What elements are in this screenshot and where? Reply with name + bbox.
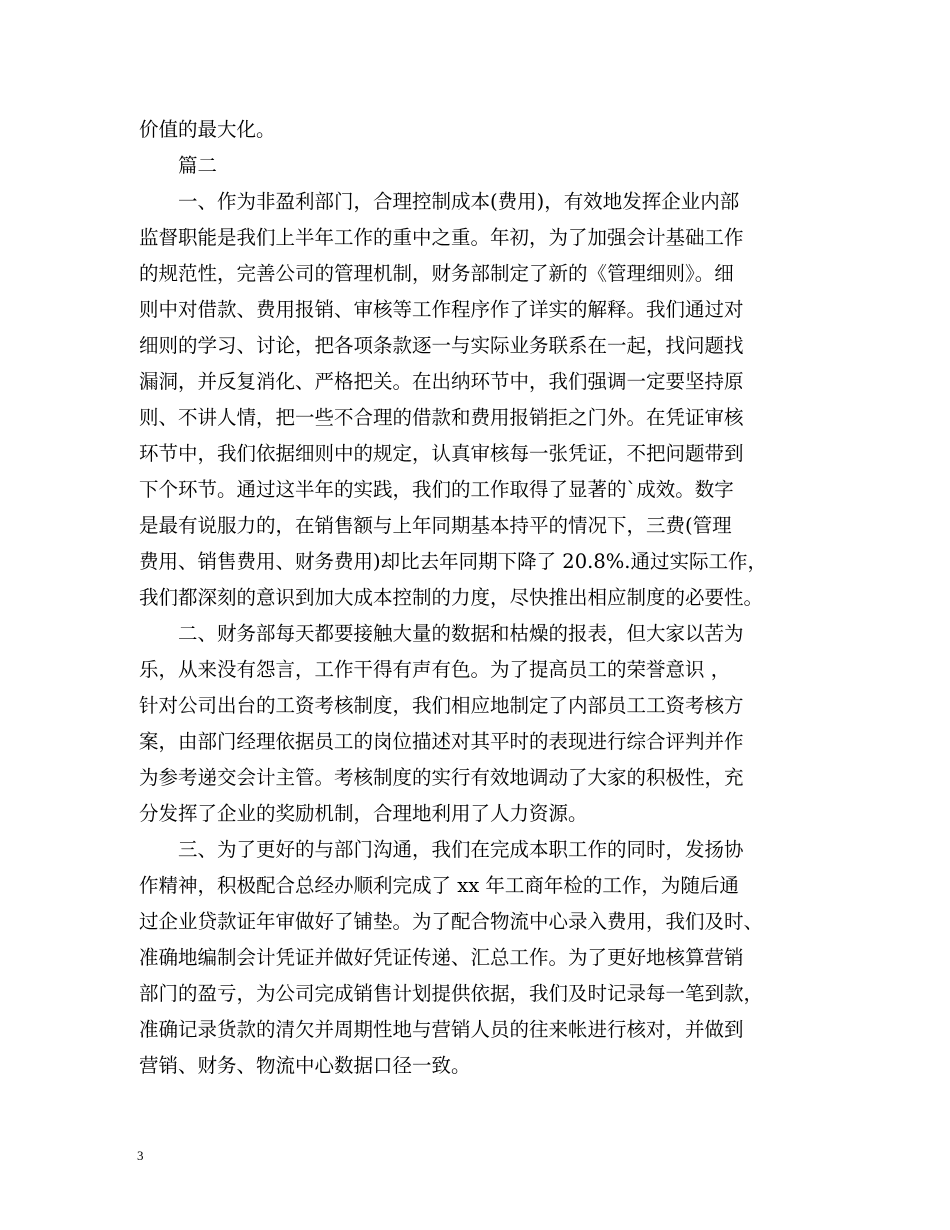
text-line: 我们都深刻的意识到加大成本控制的力度，尽快推出相应制度的必要性。 — [139, 586, 764, 609]
text-line: 一、作为非盈利部门，合理控制成本(费用)，有效地发挥企业内部 — [139, 190, 740, 213]
text-line: 部门的盈亏，为公司完成销售计划提供依据，我们及时记录每一笔到款， — [139, 982, 764, 1005]
text-line: 准确记录货款的清欠并周期性地与营销人员的往来帐进行核对，并做到 — [139, 1018, 744, 1041]
text-line: 费用、销售费用、财务费用)却比去年同期下降了 20.8%.通过实际工作， — [139, 550, 767, 573]
page-number: 3 — [137, 1148, 144, 1163]
text-line: 漏洞，并反复消化、严格把关。在出纳环节中，我们强调一定要坚持原 — [139, 370, 744, 393]
text-line: 为参考递交会计主管。考核制度的实行有效地调动了大家的积极性，充 — [139, 766, 744, 789]
text-line: 价值的最大化。 — [139, 118, 276, 141]
text-line: 环节中，我们依据细则中的规定，认真审核每一张凭证，不把问题带到 — [139, 442, 744, 465]
section-heading: 篇二 — [139, 154, 218, 177]
text-line: 营销、财务、物流中心数据口径一致。 — [139, 1054, 471, 1077]
text-line: 则、不讲人情，把一些不合理的借款和费用报销拒之门外。在凭证审核 — [139, 406, 744, 429]
text-line: 过企业贷款证年审做好了铺垫。为了配合物流中心录入费用，我们及时、 — [139, 910, 764, 933]
text-line: 分发挥了企业的奖励机制，合理地利用了人力资源。 — [139, 802, 588, 825]
text-line: 则中对借款、费用报销、审核等工作程序作了详实的解释。我们通过对 — [139, 298, 744, 321]
text-line: 下个环节。通过这半年的实践，我们的工作取得了显著的`成效。数字 — [139, 478, 734, 501]
text-line: 二、财务部每天都要接触大量的数据和枯燥的报表，但大家以苦为 — [139, 622, 744, 645]
text-line: 乐，从来没有怨言，工作干得有声有色。为了提高员工的荣誉意识 ， — [139, 658, 731, 681]
text-line: 细则的学习、讨论，把各项条款逐一与实际业务联系在一起，找问题找 — [139, 334, 744, 357]
text-line: 三、为了更好的与部门沟通，我们在完成本职工作的同时，发扬协 — [139, 838, 744, 861]
text-line: 监督职能是我们上半年工作的重中之重。年初，为了加强会计基础工作 — [139, 226, 744, 249]
text-line: 准确地编制会计凭证并做好凭证传递、汇总工作。为了更好地核算营销 — [139, 946, 744, 969]
text-line: 的规范性，完善公司的管理机制，财务部制定了新的《管理细则》。细 — [139, 262, 734, 285]
text-line: 作精神，积极配合总经办顺利完成了 xx 年工商年检的工作，为随后通 — [139, 874, 739, 897]
text-line: 针对公司出台的工资考核制度，我们相应地制定了内部员工工资考核方 — [139, 694, 744, 717]
text-line: 是最有说服力的，在销售额与上年同期基本持平的情况下，三费(管理 — [139, 514, 732, 537]
text-line: 案，由部门经理依据员工的岗位描述对其平时的表现进行综合评判并作 — [139, 730, 744, 753]
